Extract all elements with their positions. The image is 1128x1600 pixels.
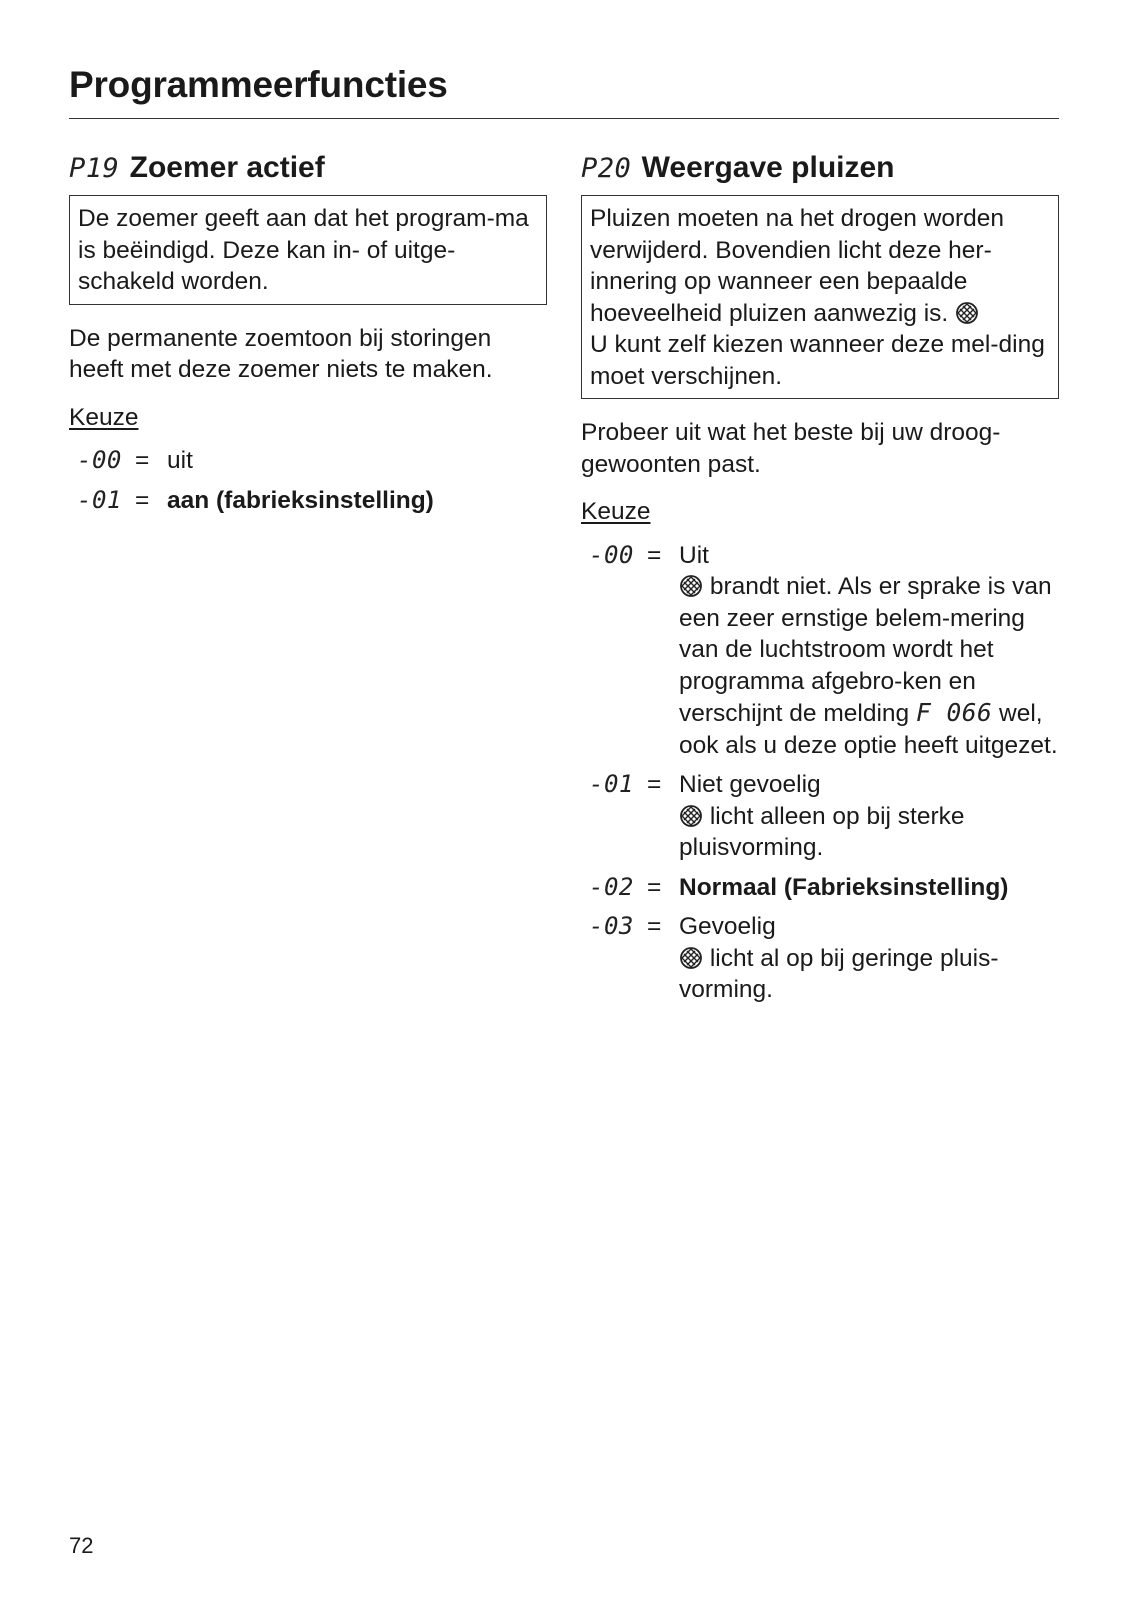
- option-code: -02: [589, 872, 634, 901]
- p19-option-01: [69, 485, 547, 517]
- p19-box-text: De zoemer geeft aan dat het program-ma is beëindigd. Deze kan in- of uitge-schakeld worden.: [78, 205, 529, 295]
- p20-option-03: [581, 911, 1059, 1006]
- option-detail-cont: wel, ook als u deze optie heeft uitgezet.: [679, 700, 1058, 759]
- p19-info-box: [69, 195, 547, 305]
- page-title: Programmeerfuncties: [69, 64, 448, 105]
- p20-option-02: [581, 872, 1059, 904]
- p19-options: [69, 445, 547, 516]
- option-equals: =: [135, 447, 150, 474]
- option-label: Niet gevoelig: [679, 771, 821, 798]
- option-label: Normaal (Fabrieksinstelling): [679, 873, 1009, 901]
- p19-paragraph: De permanente zoemtoon bij storingen heeft met deze zoemer niets te maken.: [69, 324, 493, 383]
- option-label: Gevoelig: [679, 913, 776, 940]
- lint-filter-icon: [955, 301, 979, 325]
- p19-title: Zoemer actief: [129, 151, 325, 184]
- p20-info-box: [581, 195, 1059, 399]
- p19-option-00: [69, 445, 547, 477]
- section-p19: [69, 148, 547, 524]
- p20-title: Weergave pluizen: [641, 151, 895, 184]
- p20-options: [581, 540, 1059, 1006]
- option-equals: =: [647, 873, 662, 901]
- option-detail: licht al op bij geringe pluis-vorming.: [679, 944, 999, 1003]
- lint-filter-icon: [679, 804, 703, 828]
- option-code: -01: [589, 770, 634, 798]
- option-equals: =: [647, 771, 662, 798]
- p20-box-text: Pluizen moeten na het drogen worden verwijderd. Bovendien licht deze her-innering op wanneer een bepaalde hoeveelheid pluizen aanwezig is.: [590, 205, 1005, 327]
- section-p20: [581, 148, 1059, 1014]
- option-equals: =: [135, 486, 150, 514]
- p19-code: P19: [69, 153, 120, 184]
- lint-filter-icon: [679, 574, 703, 598]
- option-body: [679, 540, 1059, 762]
- p20-paragraph: Probeer uit wat het beste bij uw droog-gewoonten past.: [581, 419, 1001, 478]
- p20-heading: [581, 148, 1059, 188]
- option-detail: licht alleen op bij sterke pluisvorming.: [679, 802, 965, 861]
- p20-option-01: [581, 769, 1059, 864]
- fault-code: F 066: [915, 698, 993, 727]
- p20-code: P20: [581, 153, 632, 184]
- option-code: -00: [77, 446, 122, 474]
- option-code: -01: [77, 485, 122, 514]
- option-equals: =: [647, 913, 662, 940]
- option-code: -00: [589, 540, 634, 569]
- option-detail: brandt niet. Als er sprake is van een zeer ernstige belem-mering van de luchtstroom wordt het programma afgebro-ken en verschijnt de melding: [679, 573, 1052, 727]
- p20-option-00: [581, 540, 1059, 762]
- p20-box-text-2: U kunt zelf kiezen wanneer deze mel-ding moet verschijnen.: [590, 331, 1045, 390]
- p19-heading: [69, 148, 547, 188]
- option-body: [679, 769, 1059, 864]
- lint-filter-icon: [679, 946, 703, 970]
- option-label: aan (fabrieksinstelling): [167, 486, 434, 514]
- title-divider: [69, 118, 1059, 119]
- option-label: uit: [167, 447, 193, 474]
- p20-keuze-label: Keuze: [581, 498, 651, 525]
- option-body: [679, 911, 1059, 1006]
- option-label: Uit: [679, 541, 709, 569]
- option-equals: =: [647, 541, 662, 569]
- page-number: 72: [69, 1533, 94, 1558]
- p19-keuze-label: Keuze: [69, 403, 139, 431]
- option-code: -03: [589, 912, 634, 940]
